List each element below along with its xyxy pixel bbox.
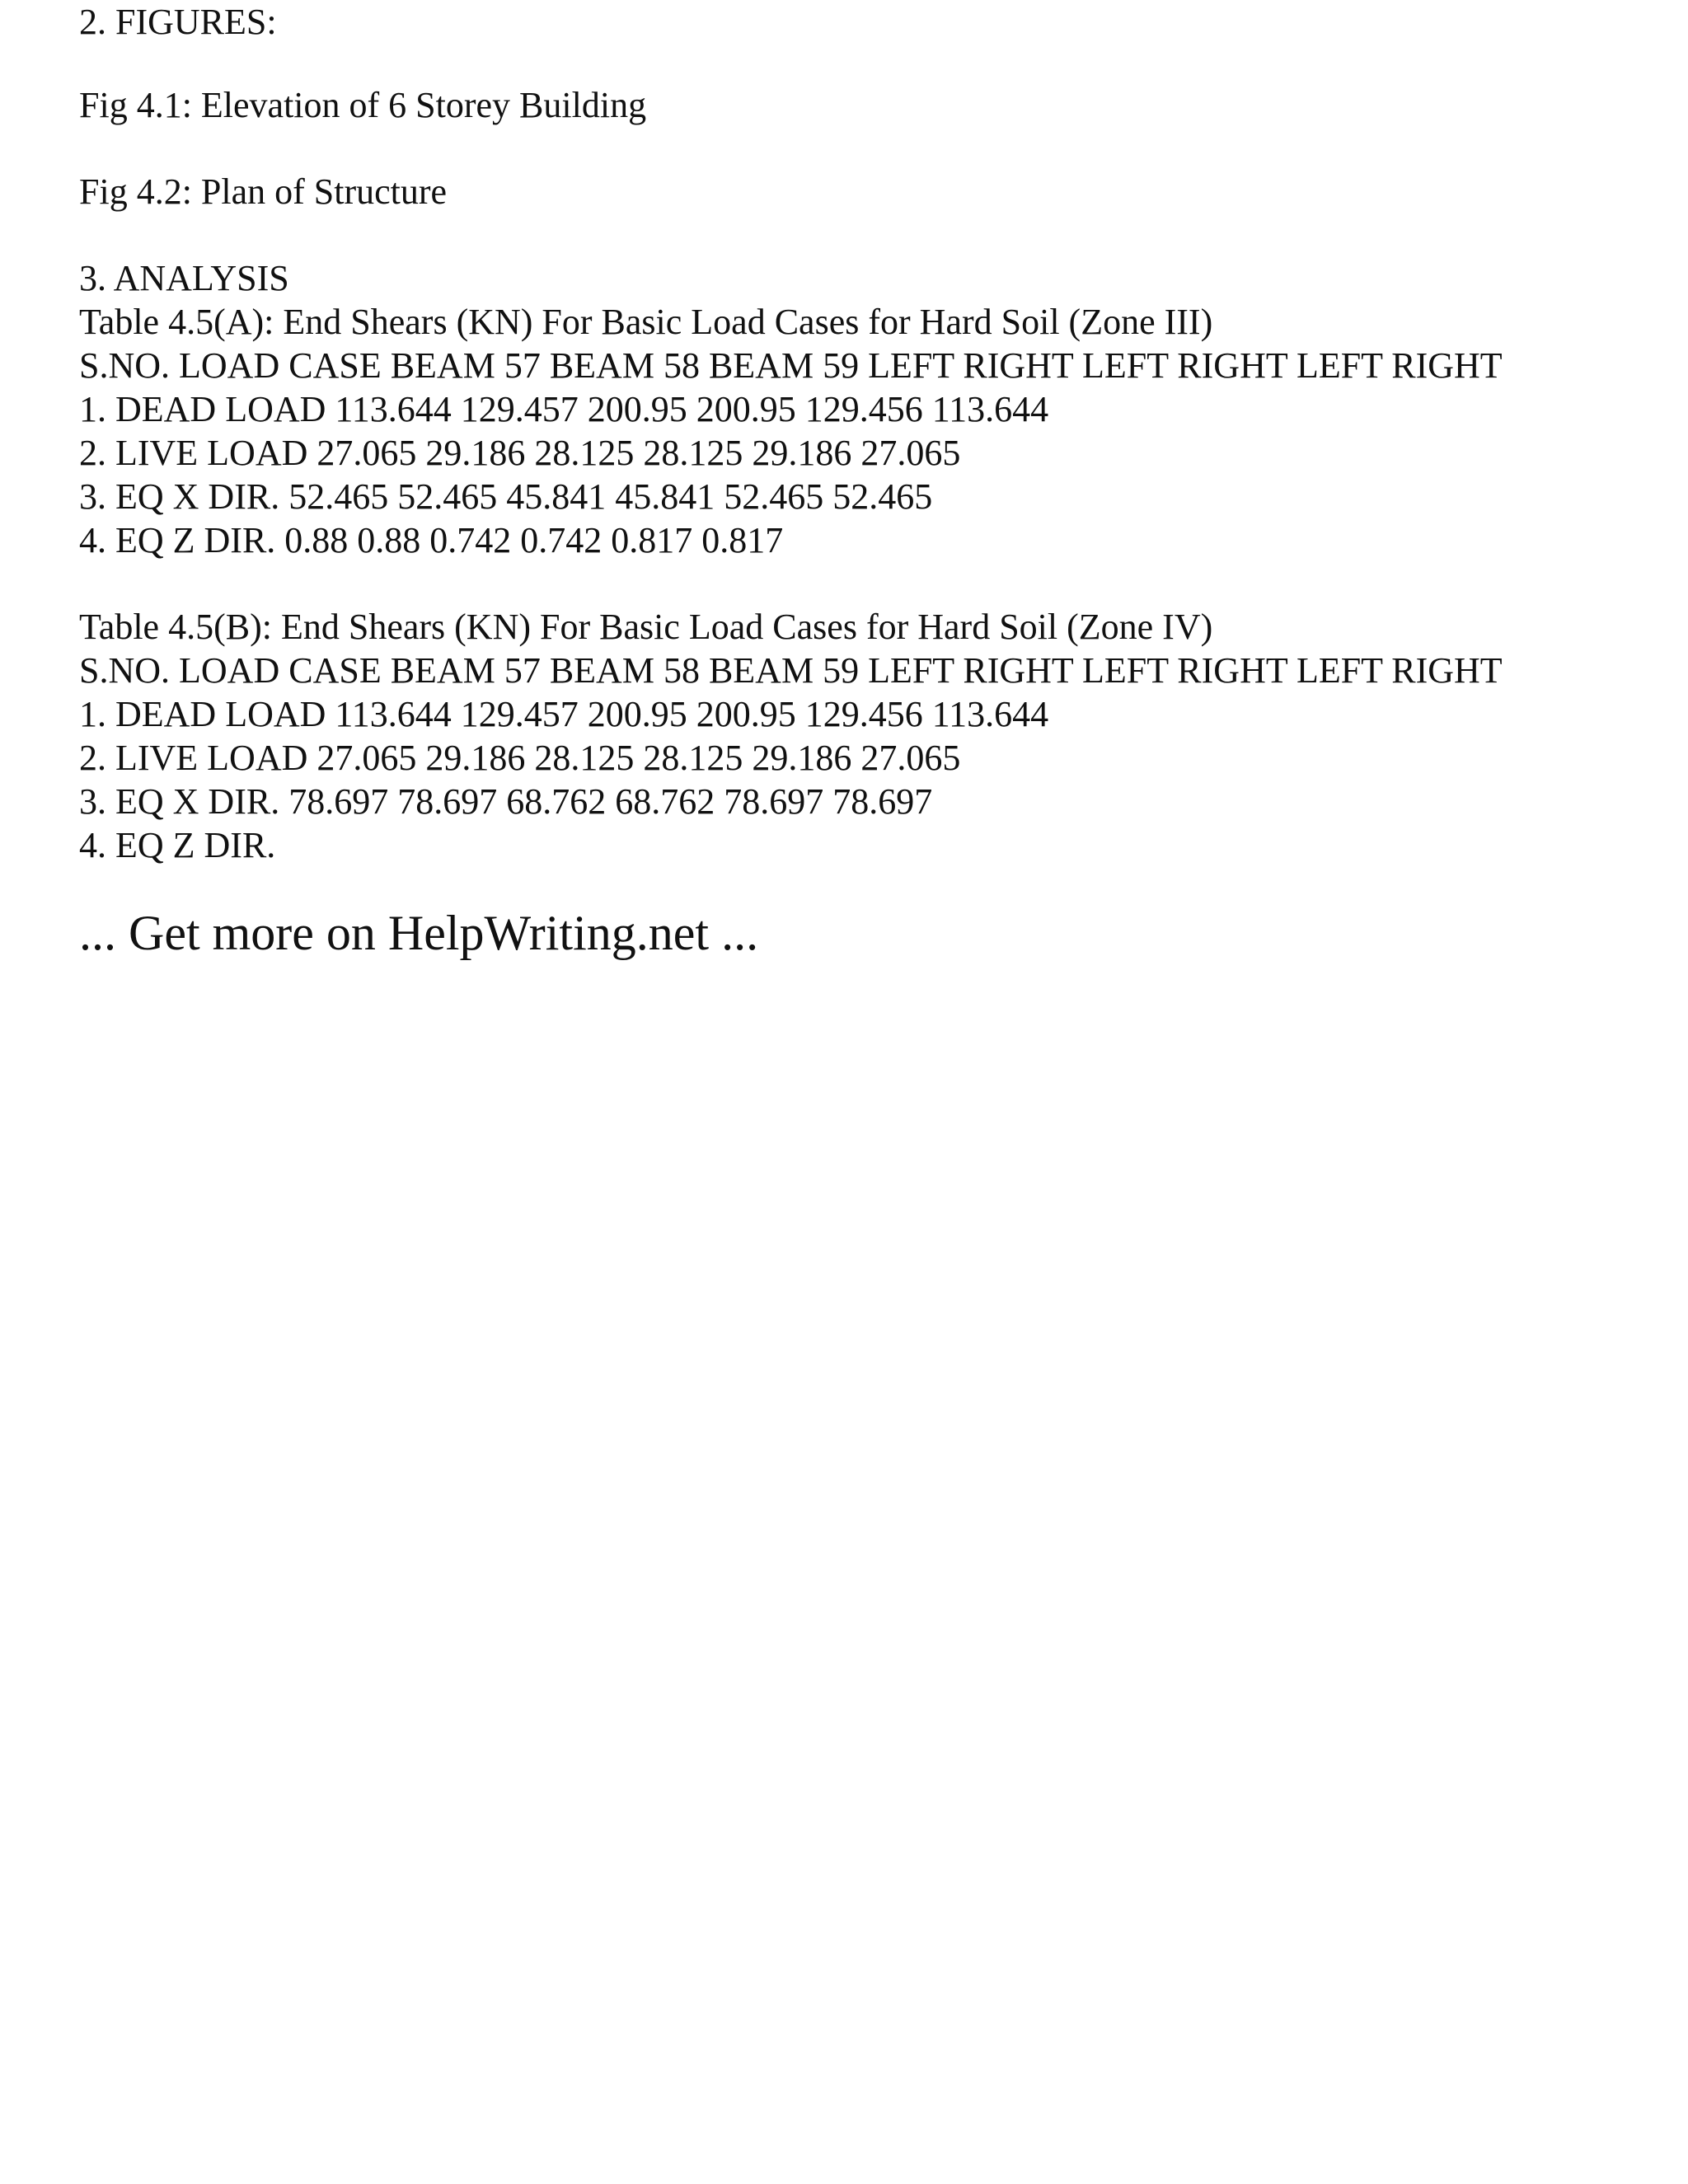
figure-caption-4-1: Fig 4.1: Elevation of 6 Storey Building (79, 85, 647, 125)
table-row: 1. DEAD LOAD 113.644 129.457 200.95 200.95 129.456 113.644 (79, 389, 1049, 429)
table-row: 4. EQ Z DIR. (79, 825, 276, 865)
table-header: S.NO. LOAD CASE BEAM 57 BEAM 58 BEAM 59 LEFT RIGHT LEFT RIGHT LEFT RIGHT (79, 345, 1503, 386)
table-row: 1. DEAD LOAD 113.644 129.457 200.95 200.95 129.456 113.644 (79, 694, 1049, 734)
get-more-link[interactable]: ... Get more on HelpWriting.net ... (79, 906, 759, 960)
figure-caption-4-2: Fig 4.2: Plan of Structure (79, 171, 448, 212)
analysis-heading: 3. ANALYSIS (79, 258, 289, 298)
figures-heading: 2. FIGURES: (79, 2, 277, 42)
table-4-5b (79, 605, 1645, 867)
table-row: 3. EQ X DIR. 78.697 78.697 68.762 68.762 78.697 78.697 (79, 781, 933, 822)
document-page (79, 0, 1645, 963)
table-row: 2. LIVE LOAD 27.065 29.186 28.125 28.125 29.186 27.065 (79, 738, 961, 778)
table-row: 2. LIVE LOAD 27.065 29.186 28.125 28.125 29.186 27.065 (79, 433, 961, 473)
table-caption: Table 4.5(B): End Shears (KN) For Basic Load Cases for Hard Soil (Zone IV) (79, 607, 1213, 647)
table-header: S.NO. LOAD CASE BEAM 57 BEAM 58 BEAM 59 LEFT RIGHT LEFT RIGHT LEFT RIGHT (79, 650, 1503, 691)
table-row: 4. EQ Z DIR. 0.88 0.88 0.742 0.742 0.817 0.817 (79, 520, 784, 560)
table-caption: Table 4.5(A): End Shears (KN) For Basic Load Cases for Hard Soil (Zone III) (79, 302, 1213, 342)
table-row: 3. EQ X DIR. 52.465 52.465 45.841 45.841 52.465 52.465 (79, 476, 933, 517)
table-4-5a (79, 300, 1645, 562)
